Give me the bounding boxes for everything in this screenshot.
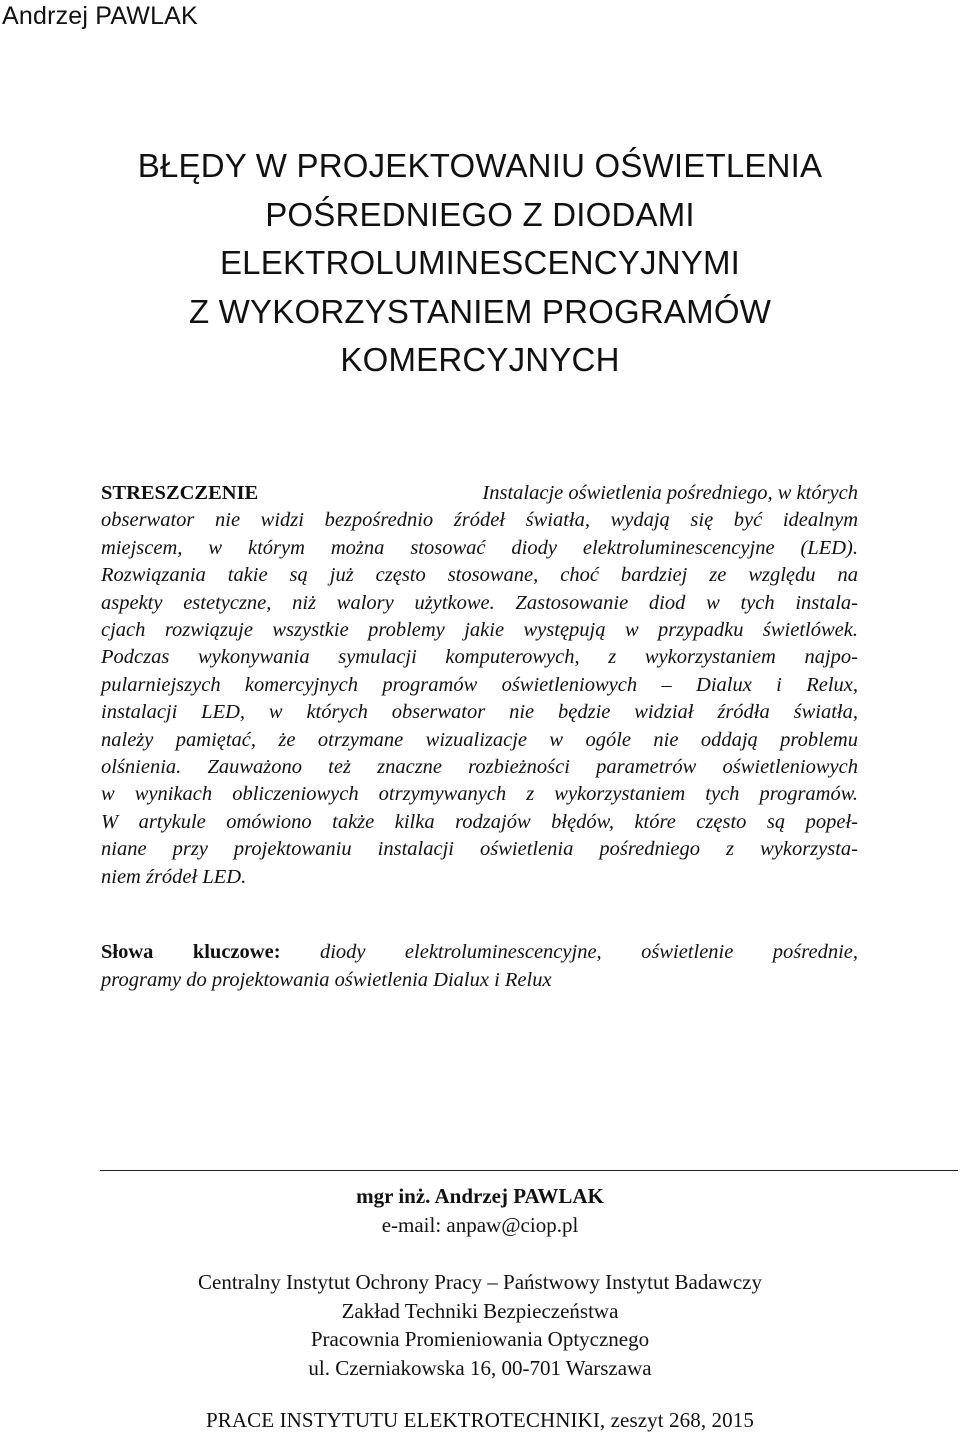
postal-address: ul. Czerniakowska 16, 00-701 Warszawa bbox=[308, 1355, 652, 1380]
abstract-line: aspekty estetyczne, niż walory użytkowe. Zastosowanie diod w tych instala- bbox=[101, 591, 858, 614]
abstract-line: w wynikach obliczeniowych otrzymywanych z wykorzystaniem tych programów. bbox=[101, 783, 858, 806]
abstract-line: Podczas wykonywania symulacji komputerowych, z wykorzystaniem najpo- bbox=[101, 646, 858, 669]
keywords-text: programy do projektowania oświetlenia Dialux i Relux bbox=[101, 969, 552, 991]
lab-name: Pracownia Promieniowania Optycznego bbox=[310, 1327, 650, 1351]
abstract-line: należy pamiętać, że otrzymane wizualizacje w ogóle nie oddają problemu bbox=[101, 728, 858, 751]
title-line: BŁĘDY W PROJEKTOWANIU OŚWIETLENIA bbox=[137, 147, 823, 184]
keywords-line bbox=[101, 966, 858, 994]
abstract-line: miejscem, w którym można stosować diody elektroluminescencyjne (LED). bbox=[101, 536, 858, 559]
abstract bbox=[101, 480, 858, 891]
abstract-line: instalacji LED, w których obserwator nie będzie widział źródła światła, bbox=[101, 701, 858, 724]
keywords-label: Słowa kluczowe: bbox=[101, 941, 281, 963]
author-name: mgr inż. Andrzej PAWLAK bbox=[356, 1184, 604, 1208]
abstract-first-line bbox=[101, 480, 858, 507]
keywords-text: diody elektroluminescencyjne, oświetlenie pośrednie, bbox=[319, 941, 858, 963]
abstract-line: Rozwiązania takie są już często stosowane, choć bardziej ze względu na bbox=[101, 564, 858, 587]
department-name: Zakład Techniki Bezpieczeństwa bbox=[341, 1298, 619, 1323]
title-line: Z WYKORZYSTANIEM PROGRAMÓW bbox=[188, 292, 772, 330]
affiliation-block bbox=[100, 1182, 860, 1382]
footer-divider bbox=[100, 1170, 958, 1171]
abstract-line: Instalacje oświetlenia pośredniego, w których bbox=[482, 482, 858, 504]
running-head-author: Andrzej PAWLAK bbox=[2, 2, 198, 30]
abstract-line: pularniejszych komercyjnych programów oświetleniowych – Dialux i Relux, bbox=[101, 673, 858, 696]
title-line: ELEKTROLUMINESCENCYJNYMI bbox=[219, 244, 741, 281]
paper-title bbox=[40, 142, 920, 385]
abstract-line: niane przy projektowaniu instalacji oświetlenia pośredniego z wykorzysta- bbox=[101, 838, 858, 861]
spacer bbox=[100, 1239, 860, 1268]
abstract-line: olśnienia. Zauważono też znaczne rozbieżności parametrów oświetleniowych bbox=[101, 756, 858, 779]
keywords-line bbox=[101, 938, 858, 966]
author-email: e-mail: anpaw@ciop.pl bbox=[381, 1212, 579, 1237]
title-line: KOMERCYJNYCH bbox=[340, 341, 620, 378]
abstract-heading: STRESZCZENIE bbox=[101, 482, 259, 504]
keywords bbox=[101, 938, 858, 994]
abstract-line: obserwator nie widzi bezpośrednio źródeł światła, wydają się być idealnym bbox=[101, 509, 858, 532]
journal-footer: PRACE INSTYTUTU ELEKTROTECHNIKI, zeszyt 268, 2015 bbox=[206, 1408, 754, 1432]
abstract-line: cjach rozwiązuje wszystkie problemy jakie występują w przypadku świetlówek. bbox=[101, 619, 858, 642]
abstract-line: W artykule omówiono także kilka rodzajów błędów, które często są popeł- bbox=[101, 810, 858, 833]
title-line: POŚREDNIEGO Z DIODAMI bbox=[265, 195, 695, 233]
abstract-line: niem źródeł LED. bbox=[101, 865, 247, 888]
institute-name: Centralny Instytut Ochrony Pracy – Państwowy Instytut Badawczy bbox=[198, 1270, 762, 1294]
